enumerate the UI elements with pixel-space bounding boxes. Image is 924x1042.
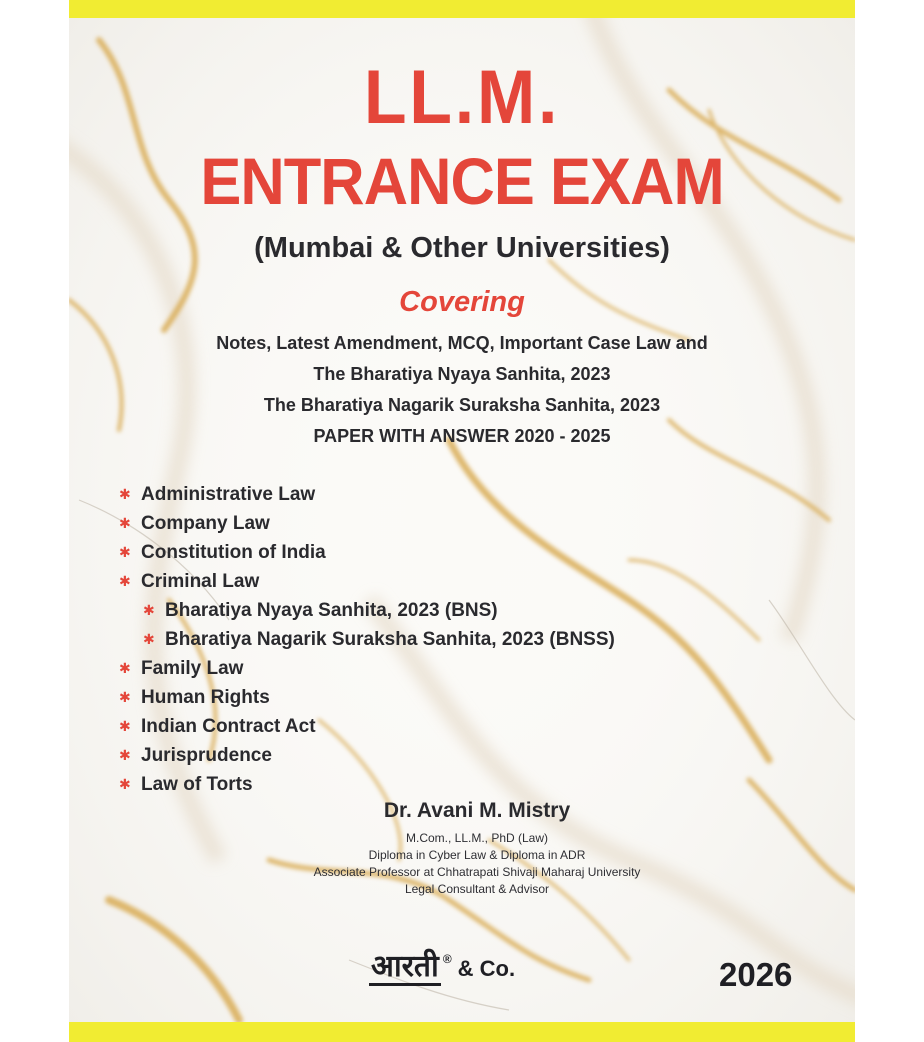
registered-mark: ®: [442, 952, 452, 966]
author-name: Dr. Avani M. Mistry: [383, 799, 571, 822]
subject-item: [119, 567, 615, 596]
title-entrance-exam: ENTRANCE EXAM: [200, 144, 724, 218]
covering-line: The Bharatiya Nagarik Suraksha Sanhita, 2023: [263, 395, 661, 415]
subject-item: [119, 683, 615, 712]
subject-item: [119, 712, 615, 741]
subject-item: [119, 480, 615, 509]
author-credential: M.Com., LL.M., PhD (Law): [405, 831, 549, 845]
subject-item: [119, 538, 615, 567]
subject-label: Bharatiya Nagarik Suraksha Sanhita, 2023 (BNSS): [165, 628, 615, 650]
asterisk-icon: ✱: [119, 544, 131, 561]
asterisk-icon: ✱: [119, 747, 131, 764]
edition-year: 2026: [719, 956, 793, 993]
bottom-yellow-band: [69, 1022, 855, 1042]
subject-label: Human Rights: [141, 686, 270, 708]
subject-item: [119, 770, 615, 799]
subject-label: Administrative Law: [141, 483, 316, 505]
covering-line: Notes, Latest Amendment, MCQ, Important Case Law and: [216, 333, 708, 353]
asterisk-icon: ✱: [119, 486, 131, 503]
asterisk-icon: ✱: [119, 660, 131, 677]
subject-item: [119, 509, 615, 538]
publisher-suffix: & Co.: [457, 956, 516, 981]
book-cover: [69, 0, 855, 1042]
publisher-logo: [369, 949, 516, 986]
title-llm: LL.M.: [363, 55, 561, 140]
top-yellow-band: [69, 0, 855, 18]
subject-subitem: [119, 625, 615, 654]
subject-label: Family Law: [141, 657, 244, 679]
author-credential: Associate Professor at Chhatrapati Shivaji Maharaj University: [313, 865, 641, 879]
author-credential: Legal Consultant & Advisor: [404, 882, 550, 896]
asterisk-icon: ✱: [119, 718, 131, 735]
asterisk-icon: ✱: [119, 689, 131, 706]
covering-heading: Covering: [399, 286, 525, 318]
subject-label: Jurisprudence: [141, 744, 272, 766]
subject-label: Indian Contract Act: [141, 715, 316, 737]
subject-list: [119, 480, 615, 799]
author-credential: Diploma in Cyber Law & Diploma in ADR: [368, 848, 586, 862]
covering-line: The Bharatiya Nyaya Sanhita, 2023: [313, 364, 611, 384]
subject-label: Law of Torts: [141, 773, 253, 795]
asterisk-icon: ✱: [143, 631, 155, 648]
subject-label: Bharatiya Nyaya Sanhita, 2023 (BNS): [165, 599, 498, 621]
subject-label: Constitution of India: [141, 541, 326, 563]
covering-line: PAPER WITH ANSWER 2020 - 2025: [313, 426, 611, 446]
subject-item: [119, 741, 615, 770]
subtitle-universities: (Mumbai & Other Universities): [254, 232, 670, 264]
asterisk-icon: ✱: [119, 573, 131, 590]
subject-label: Company Law: [141, 512, 270, 534]
subject-label: Criminal Law: [141, 570, 260, 592]
subject-subitem: [119, 596, 615, 625]
subject-item: [119, 654, 615, 683]
asterisk-icon: ✱: [119, 515, 131, 532]
publisher-wordmark: आरती: [371, 949, 439, 984]
asterisk-icon: ✱: [119, 776, 131, 793]
asterisk-icon: ✱: [143, 602, 155, 619]
